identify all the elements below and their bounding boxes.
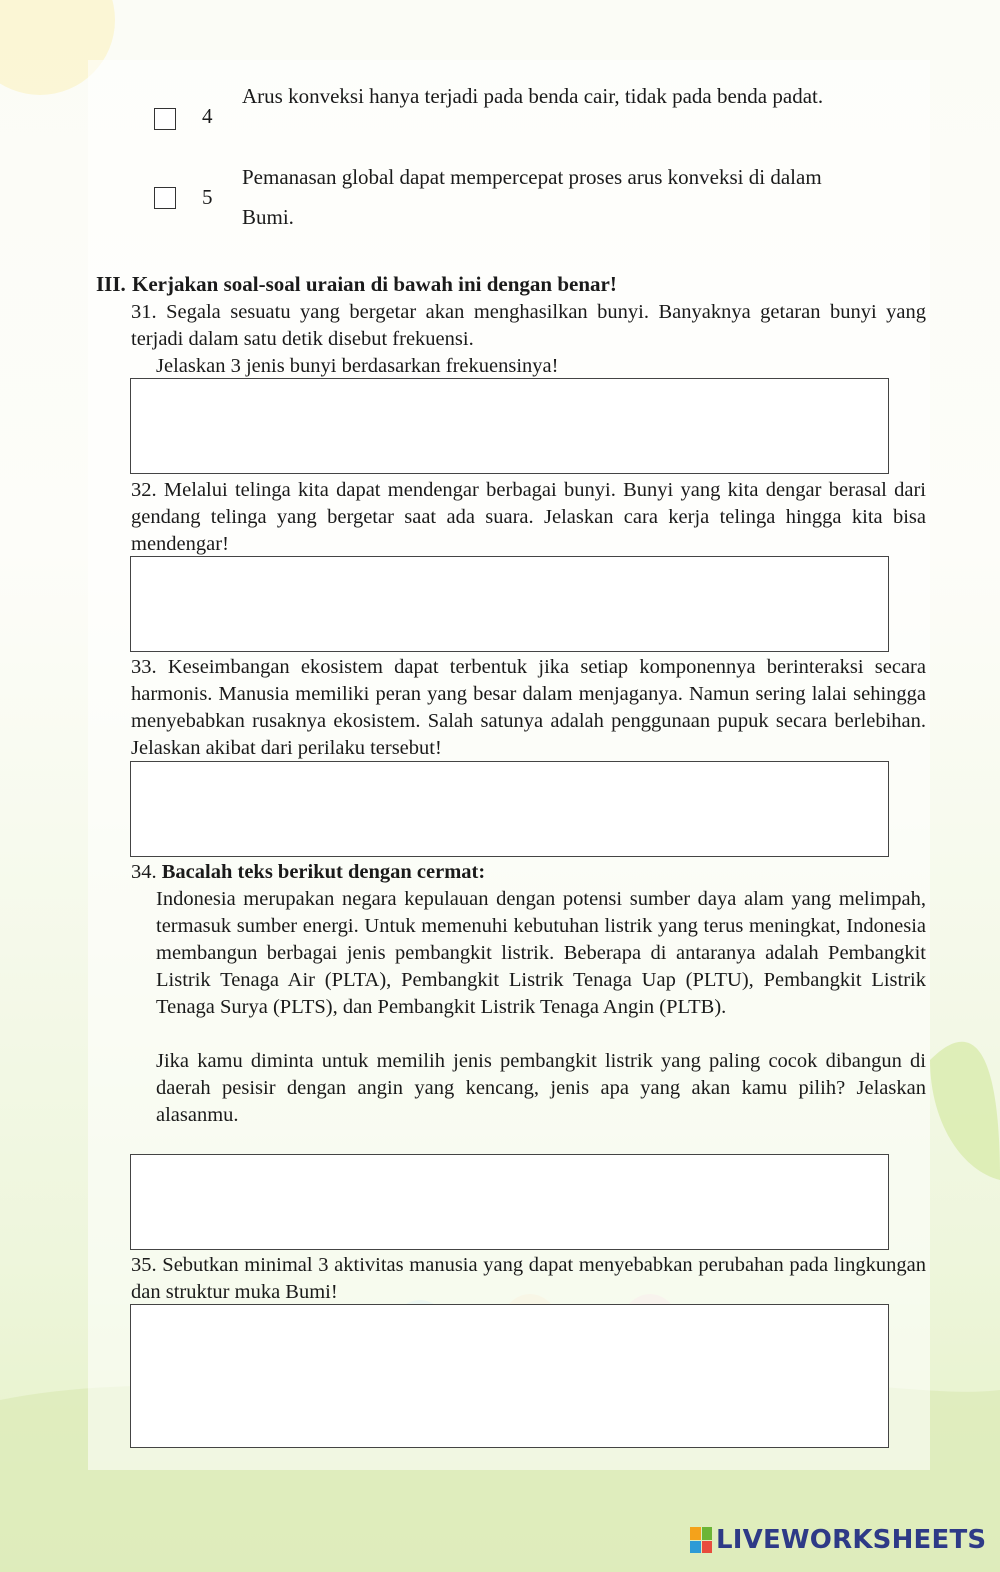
question-35 bbox=[131, 1252, 926, 1306]
tf-number: 4 bbox=[202, 104, 213, 128]
section-title: Kerjakan soal-soal uraian di bawah ini dengan benar! bbox=[132, 272, 617, 296]
liveworksheets-logo[interactable] bbox=[690, 1525, 986, 1555]
answer-box-32[interactable] bbox=[130, 556, 889, 652]
reading-passage: Indonesia merupakan negara kepulauan dengan potensi sumber daya alam yang melimpah, termasuk sumber energi. Untuk memenuhi kebutuhan listrik yang terus meningkat, Indonesia membangun berbagai jenis pembangkit listrik. Beberapa di antaranya adalah Pembangkit Listrik Tenaga Air (PLTA), Pembangkit Listrik Tenaga Uap (PLTU), Pembangkit Listrik Tenaga Surya (PLTS), dan Pembangkit Listrik Tenaga Angin (PLTB). bbox=[156, 888, 926, 1018]
question-text: 33. Keseimbangan ekosistem dapat terbentuk jika setiap komponennya berinteraksi secara harmonis. Manusia memiliki peran yang besar dalam menjaganya. Namun sering lalai sehingga menyebabkan rusaknya ekosistem. Salah satunya adalah penggunaan pupuk secara berlebihan. Jelaskan akibat dari perilaku tersebut! bbox=[131, 656, 926, 759]
logo-tile bbox=[690, 1527, 701, 1540]
answer-box-33[interactable] bbox=[130, 761, 889, 857]
question-33 bbox=[131, 654, 926, 762]
question-32 bbox=[131, 477, 926, 558]
answer-box-31[interactable] bbox=[130, 378, 889, 474]
question-heading-line bbox=[131, 859, 926, 886]
question-text: 32. Melalui telinga kita dapat mendengar berbagai bunyi. Bunyi yang kita dengar berasal dari gendang telinga yang bergetar saat ada suara. Jelaskan cara kerja telinga hingga kita bisa mendengar! bbox=[131, 479, 926, 555]
question-instruction: Jelaskan 3 jenis bunyi berdasarkan frekuensinya! bbox=[156, 355, 559, 377]
question-34 bbox=[131, 859, 926, 1129]
question-text: 35. Sebutkan minimal 3 aktivitas manusia yang dapat menyebabkan perubahan pada lingkungan dan struktur muka Bumi! bbox=[131, 1254, 926, 1303]
tf-statement: Arus konveksi hanya terjadi pada benda cair, tidak pada benda padat. bbox=[242, 84, 824, 108]
question-text: Jika kamu diminta untuk memilih jenis pembangkit listrik yang paling cocok dibangun di daerah pesisir dengan angin yang kencang, jenis apa yang akan kamu pilih? Jelaskan alasanmu. bbox=[156, 1050, 926, 1126]
question-number: 34. bbox=[131, 861, 157, 883]
section-number: III. bbox=[96, 272, 126, 296]
question-text: 31. Segala sesuatu yang bergetar akan menghasilkan bunyi. Banyaknya getaran bunyi yang terjadi dalam satu detik disebut frekuensi. bbox=[131, 301, 926, 350]
paragraph-gap bbox=[131, 1021, 926, 1048]
tf-checkbox-4[interactable] bbox=[154, 108, 176, 130]
answer-box-35[interactable] bbox=[130, 1304, 889, 1448]
tf-statement: Pemanasan global dapat mempercepat proses arus konveksi di dalam Bumi. bbox=[242, 165, 822, 229]
brand-name: LIVEWORKSHEETS bbox=[716, 1525, 987, 1555]
question-31 bbox=[131, 299, 926, 380]
answer-box-34[interactable] bbox=[130, 1154, 889, 1250]
logo-tile bbox=[702, 1527, 713, 1540]
tf-number: 5 bbox=[202, 185, 213, 209]
section-heading bbox=[96, 272, 617, 297]
logo-grid-icon bbox=[690, 1527, 712, 1553]
tf-checkbox-5[interactable] bbox=[154, 187, 176, 209]
logo-tile bbox=[702, 1541, 713, 1554]
logo-tile bbox=[690, 1541, 701, 1554]
question-heading: Bacalah teks berikut dengan cermat: bbox=[161, 861, 486, 883]
